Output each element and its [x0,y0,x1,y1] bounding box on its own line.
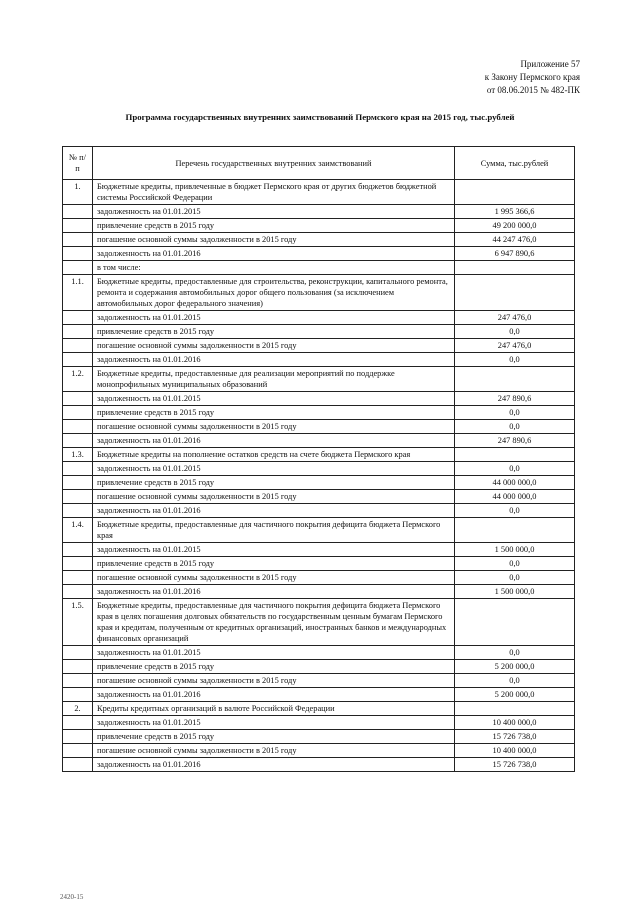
row-label: задолженность на 01.01.2016 [93,353,455,367]
row-number-empty [63,744,93,758]
row-number-empty [63,716,93,730]
section-title: Бюджетные кредиты, предоставленные для частичного покрытия дефицита бюджета Пермского края в целях погашения долговых обязательств по государственным ценным бумагам Пермского края и кредитам, полученным от кредитных организаций, иностранных банков и международных финансовых организаций [93,599,455,646]
row-number-empty [63,311,93,325]
appendix-line-3: от 08.06.2015 № 482-ПК [486,85,580,95]
row-number-empty [63,490,93,504]
row-value: 247 476,0 [455,339,575,353]
row-label: задолженность на 01.01.2016 [93,247,455,261]
section-row [63,702,575,716]
table-row [63,339,575,353]
row-label: задолженность на 01.01.2016 [93,758,455,772]
row-value: 5 200 000,0 [455,660,575,674]
row-label: погашение основной суммы задолженности в 2015 году [93,744,455,758]
table-row [63,219,575,233]
row-value: 44 000 000,0 [455,476,575,490]
row-label: задолженность на 01.01.2015 [93,205,455,219]
row-value: 44 247 476,0 [455,233,575,247]
row-value: 247 476,0 [455,311,575,325]
table-row [63,660,575,674]
table-row [63,585,575,599]
table-row [63,688,575,702]
section-sum-empty [455,702,575,716]
header-sum: Сумма, тыс.рублей [455,147,575,180]
section-sum-empty [455,599,575,646]
row-number-empty [63,219,93,233]
document-title: Программа государственных внутренних заимствований Пермского края на 2015 год, тыс.рублей [125,112,515,122]
row-value: 247 890,6 [455,392,575,406]
appendix-line-1: Приложение 57 [520,59,580,69]
table-row [63,744,575,758]
row-label: задолженность на 01.01.2016 [93,688,455,702]
row-number-empty [63,325,93,339]
table-row [63,730,575,744]
section-title: Бюджетные кредиты, привлеченные в бюджет Пермского края от других бюджетов бюджетной системы Российской Федерации [93,180,455,205]
row-number-empty [63,646,93,660]
row-number-empty [63,571,93,585]
row-number-empty [63,339,93,353]
row-label: погашение основной суммы задолженности в 2015 году [93,490,455,504]
section-number: 1.1. [63,275,93,311]
row-label: привлечение средств в 2015 году [93,730,455,744]
section-row [63,367,575,392]
row-value: 15 726 738,0 [455,758,575,772]
borrowing-table [62,146,575,772]
section-row [63,448,575,462]
row-label: задолженность на 01.01.2016 [93,504,455,518]
row-label: привлечение средств в 2015 году [93,660,455,674]
row-value: 0,0 [455,406,575,420]
row-number-empty [63,688,93,702]
table-row [63,543,575,557]
section-row [63,599,575,646]
section-title: Кредиты кредитных организаций в валюте Российской Федерации [93,702,455,716]
row-label: погашение основной суммы задолженности в 2015 году [93,339,455,353]
row-value: 44 000 000,0 [455,490,575,504]
table-row [63,205,575,219]
row-number-empty [63,504,93,518]
row-label: погашение основной суммы задолженности в 2015 году [93,420,455,434]
section-number [63,261,93,275]
row-number-empty [63,674,93,688]
row-value: 0,0 [455,571,575,585]
row-number-empty [63,462,93,476]
table-row [63,758,575,772]
row-label: привлечение средств в 2015 году [93,219,455,233]
section-sum-empty [455,275,575,311]
footer-note: 2420-15 [60,893,84,901]
table-row [63,674,575,688]
section-title: в том числе: [93,261,455,275]
row-value: 0,0 [455,674,575,688]
row-number-empty [63,543,93,557]
section-number: 1.3. [63,448,93,462]
row-value: 1 995 366,6 [455,205,575,219]
row-number-empty [63,420,93,434]
row-number-empty [63,758,93,772]
table-row [63,490,575,504]
row-value: 6 947 890,6 [455,247,575,261]
row-value: 0,0 [455,353,575,367]
row-value: 10 400 000,0 [455,744,575,758]
row-label: задолженность на 01.01.2015 [93,462,455,476]
appendix-line-2: к Закону Пермского края [484,72,580,82]
row-label: привлечение средств в 2015 году [93,476,455,490]
row-label: погашение основной суммы задолженности в 2015 году [93,571,455,585]
row-label: задолженность на 01.01.2015 [93,392,455,406]
row-number-empty [63,247,93,261]
row-value: 0,0 [455,504,575,518]
row-label: привлечение средств в 2015 году [93,325,455,339]
section-title: Бюджетные кредиты, предоставленные для реализации мероприятий по поддержке монопрофильных муниципальных образований [93,367,455,392]
section-title: Бюджетные кредиты на пополнение остатков средств на счете бюджета Пермского края [93,448,455,462]
section-row [63,180,575,205]
table-row [63,462,575,476]
row-value: 0,0 [455,462,575,476]
row-number-empty [63,660,93,674]
section-sum-empty [455,180,575,205]
section-number: 1.2. [63,367,93,392]
row-number-empty [63,205,93,219]
row-value: 5 200 000,0 [455,688,575,702]
row-label: задолженность на 01.01.2015 [93,716,455,730]
row-number-empty [63,406,93,420]
table-header-row [63,147,575,180]
row-label: привлечение средств в 2015 году [93,557,455,571]
row-value: 10 400 000,0 [455,716,575,730]
row-number-empty [63,730,93,744]
table-row [63,233,575,247]
table-row [63,571,575,585]
row-label: задолженность на 01.01.2015 [93,311,455,325]
row-label: задолженность на 01.01.2015 [93,543,455,557]
table-row [63,646,575,660]
table-row [63,434,575,448]
row-label: привлечение средств в 2015 году [93,406,455,420]
table-row [63,406,575,420]
section-row [63,261,575,275]
section-sum-empty [455,448,575,462]
table-row [63,504,575,518]
row-value: 15 726 738,0 [455,730,575,744]
row-value: 0,0 [455,646,575,660]
table-row [63,325,575,339]
row-value: 1 500 000,0 [455,585,575,599]
table-row [63,716,575,730]
section-number: 1.5. [63,599,93,646]
table-row [63,476,575,490]
row-number-empty [63,233,93,247]
row-value: 0,0 [455,325,575,339]
section-number: 1.4. [63,518,93,543]
section-number: 1. [63,180,93,205]
header-name: Перечень государственных внутренних заимствований [93,147,455,180]
section-sum-empty [455,367,575,392]
row-number-empty [63,476,93,490]
section-title: Бюджетные кредиты, предоставленные для частичного покрытия дефицита бюджета Пермского края [93,518,455,543]
table-row [63,392,575,406]
table-row [63,557,575,571]
row-value: 49 200 000,0 [455,219,575,233]
header-num: № п/п [63,147,93,180]
table-body [63,180,575,772]
row-value: 247 890,6 [455,434,575,448]
row-label: задолженность на 01.01.2015 [93,646,455,660]
section-sum-empty [455,518,575,543]
row-number-empty [63,557,93,571]
table-row [63,247,575,261]
section-row [63,518,575,543]
section-row [63,275,575,311]
row-value: 0,0 [455,557,575,571]
row-label: погашение основной суммы задолженности в 2015 году [93,674,455,688]
section-sum-empty [455,261,575,275]
appendix-block [420,58,580,97]
row-number-empty [63,585,93,599]
row-number-empty [63,434,93,448]
row-label: погашение основной суммы задолженности в 2015 году [93,233,455,247]
row-label: задолженность на 01.01.2016 [93,585,455,599]
row-number-empty [63,392,93,406]
row-value: 0,0 [455,420,575,434]
table-row [63,353,575,367]
table-row [63,311,575,325]
row-number-empty [63,353,93,367]
section-number: 2. [63,702,93,716]
section-title: Бюджетные кредиты, предоставленные для строительства, реконструкции, капитального ремонта, ремонта и содержания автомобильных дорог общего пользования (за исключением автомобильных дорог федерального значения) [93,275,455,311]
row-value: 1 500 000,0 [455,543,575,557]
table-row [63,420,575,434]
row-label: задолженность на 01.01.2016 [93,434,455,448]
